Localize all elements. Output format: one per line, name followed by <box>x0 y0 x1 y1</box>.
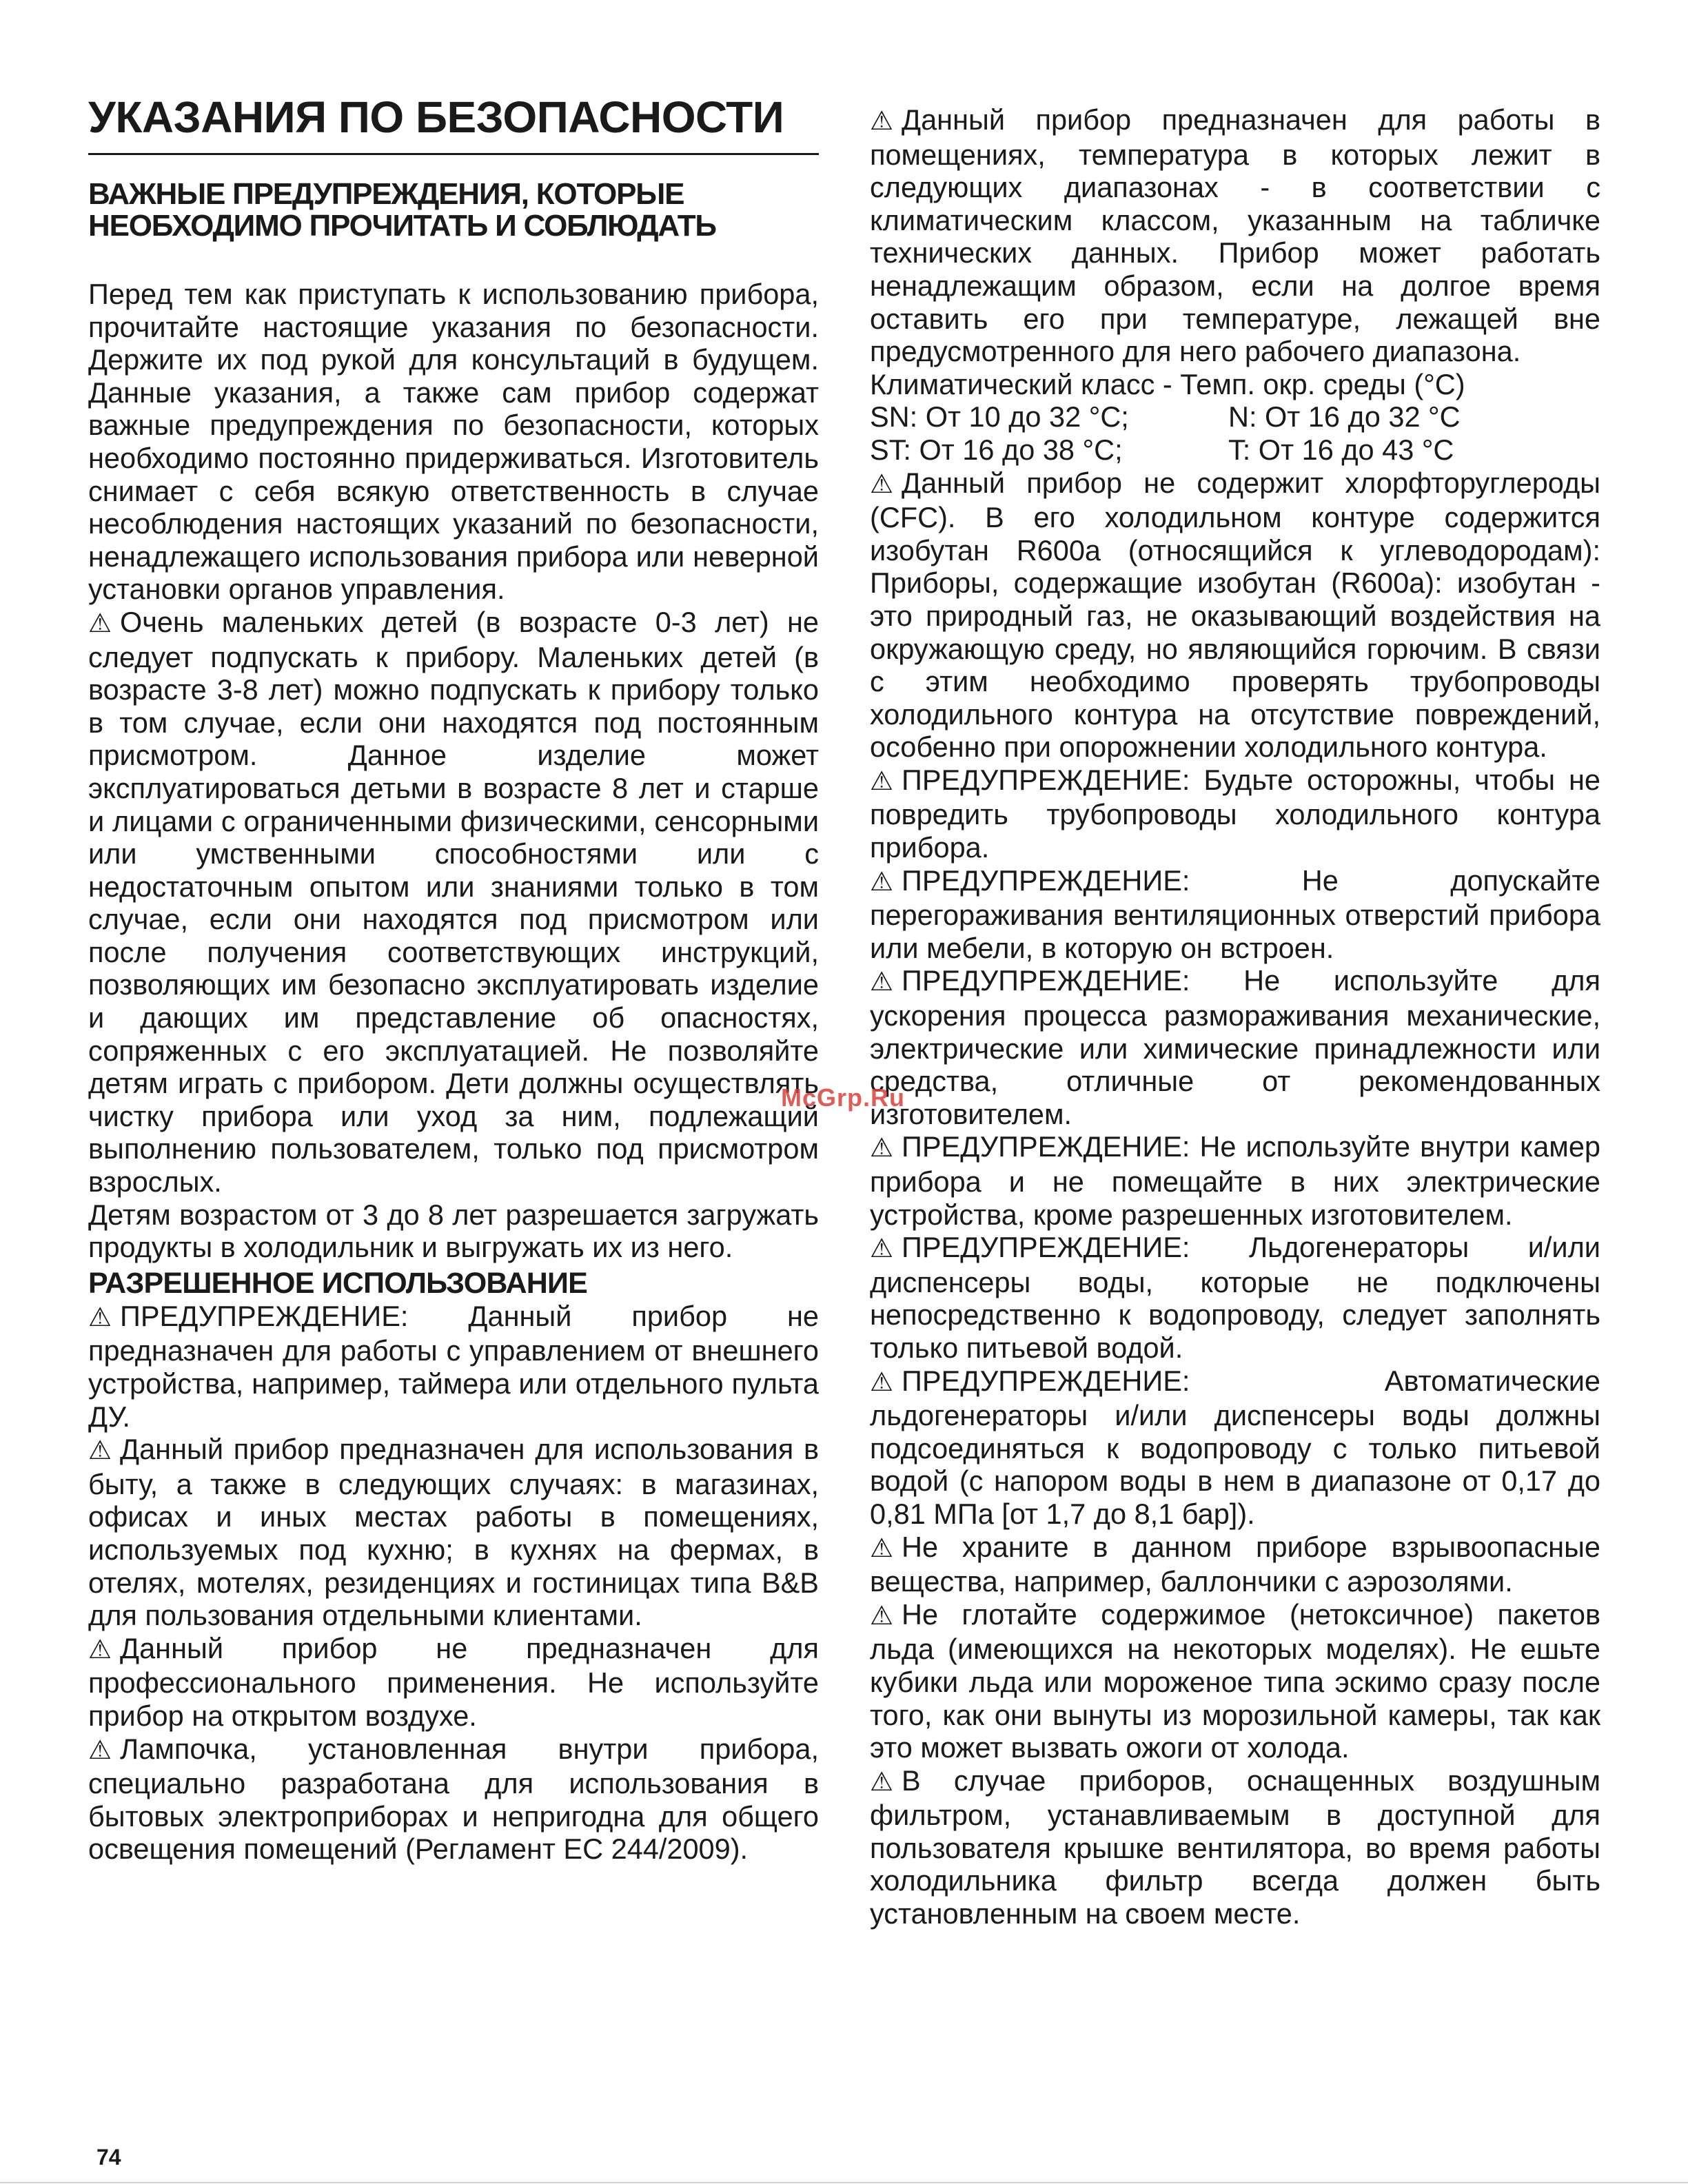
page-title: УКАЗАНИЯ ПО БЕЗОПАСНОСТИ <box>88 91 819 155</box>
warning-electric-devices-paragraph: ⚠ ПРЕДУПРЕЖДЕНИЕ: Не используйте внутри камер прибора и не помещайте в них электрические устройства, кроме разрешенных изготовителем. <box>870 1130 1600 1231</box>
warning-ice-makers-paragraph: ⚠ ПРЕДУПРЕЖДЕНИЕ: Льдогенераторы и/или диспенсеры воды, которые не подключены непосредственно к водопроводу, следует заполнять только питьевой водой. <box>870 1231 1600 1364</box>
warning-icon: ⚠ <box>870 867 894 897</box>
warning-icon: ⚠ <box>870 1767 894 1797</box>
warning-icon: ⚠ <box>870 1134 894 1163</box>
warning-icon: ⚠ <box>88 1303 112 1332</box>
warning-icon: ⚠ <box>870 469 894 499</box>
bottom-divider <box>0 2182 1688 2183</box>
warning-icon: ⚠ <box>88 1635 112 1664</box>
climate-class-sn: SN: От 10 до 32 °C; <box>870 400 1129 433</box>
warning-icon: ⚠ <box>870 968 894 997</box>
climate-class-st: ST: От 16 до 38 °C; <box>870 433 1123 466</box>
climate-class-n: N: От 16 до 32 °C <box>1228 400 1461 433</box>
warning-icon: ⚠ <box>870 107 894 136</box>
warning-icon: ⚠ <box>870 1367 894 1397</box>
page-number: 74 <box>96 2145 121 2170</box>
children-loading-paragraph: Детям возрастом от 3 до 8 лет разрешается загружать продукты в холодильник и выгружать их из него. <box>88 1198 819 1264</box>
permitted-use-paragraph-2: ⚠ Данный прибор предназначен для использования в быту, а также в следующих случаях: в магазинах, офисах и иных местах работы в помещениях, используемых под кухню; в кухнях на фермах, в отелях, мотелях, резиденциях и гостиницах типа B&B для пользования отдельными клиентами. <box>88 1433 819 1632</box>
warning-defrost-paragraph: ⚠ ПРЕДУПРЕЖДЕНИЕ: Не используйте для ускорения процесса размораживания механические, электрические или химические принадлежности или средства, отличные от рекомендованных изготовителем. <box>870 964 1600 1130</box>
warning-icon: ⚠ <box>870 1234 894 1264</box>
page-subtitle: ВАЖНЫЕ ПРЕДУПРЕЖДЕНИЯ, КОТОРЫЕ НЕОБХОДИМО ПРОЧИТАТЬ И СОБЛЮДАТЬ <box>88 177 716 243</box>
warning-icon: ⚠ <box>870 766 894 796</box>
warning-icon: ⚠ <box>870 1533 894 1563</box>
permitted-use-paragraph-3: ⚠ Данный прибор не предназначен для профессионального применения. Не используйте прибор на открытом воздухе. <box>88 1631 819 1732</box>
children-paragraph <box>88 606 819 1198</box>
warning-icon: ⚠ <box>88 1436 112 1466</box>
climate-row <box>870 400 1600 433</box>
left-column <box>88 91 819 1866</box>
refrigerant-paragraph: ⚠ Данный прибор не содержит хлорфторуглероды (CFC). В его холодильном контуре содержится изобутан R600a (относящийся к углеводородам): Приборы, содержащие изобутан (R600a): изобутан - это природный газ, не оказывающий воздействия на окружающую среду, но являющийся горючим. В связи с этим необходимо проверять трубопроводы холодильного контура на отсутствие повреждений, особенно при опорожнении холодильного контура. <box>870 466 1600 764</box>
climate-row <box>870 433 1600 467</box>
temperature-range-paragraph: ⚠ Данный прибор предназначен для работы в помещениях, температура в которых лежит в следующих диапазонах - в соответствии с климатическим классом, указанным на табличке технических данных. Прибор может работать ненадлежащим образом, если на долгое время оставить его при температуре, лежащей вне предусмотренного для него рабочего диапазона. <box>870 103 1600 368</box>
warning-icon: ⚠ <box>870 1601 894 1631</box>
explosives-paragraph: ⚠ Не храните в данном приборе взрывоопасные вещества, например, баллончики с аэрозолями. <box>870 1530 1600 1598</box>
climate-class-header: Климатический класс - Темп. окр. среды (°C) <box>870 367 1465 400</box>
watermark: McGrp.Ru <box>781 1083 906 1112</box>
ice-packs-paragraph: ⚠ Не глотайте содержимое (нетоксичное) пакетов льда (имеющихся на некоторых моделях). Не ешьте кубики льда или мороженое типа эскимо сразу после того, как они вынуты из морозильной камеры, так как это может вызвать ожоги от холода. <box>870 1598 1600 1764</box>
warning-icon: ⚠ <box>88 609 112 638</box>
warning-pipes-paragraph: ⚠ ПРЕДУПРЕЖДЕНИЕ: Будьте осторожны, чтобы не повредить трубопроводы холодильного контура прибора. <box>870 763 1600 864</box>
right-column <box>870 103 1600 1930</box>
warning-ventilation-paragraph: ⚠ ПРЕДУПРЕЖДЕНИЕ: Не допускайте перегораживания вентиляционных отверстий прибора или мебели, в которую он встроен. <box>870 864 1600 964</box>
intro-paragraph: Перед тем как приступать к использованию прибора, прочитайте настоящие указания по безопасности. Держите их под рукой для консультаций в будущем. Данные указания, а также сам прибор содержат важные предупреждения по безопасности, которых необходимо постоянно придерживаться. Изготовитель снимает с себя всякую ответственность в случае несоблюдения настоящих указаний по безопасности, ненадлежащего использования прибора или неверной установки органов управления. <box>88 278 819 606</box>
children-text: Очень маленьких детей (в возрасте 0-3 лет) не следует подпускать к прибору. Маленьких детей (в возрасте 3-8 лет) можно подпускать к прибору только в том случае, если они находятся под постоянным присмотром. Данное изделие может эксплуатироваться детьми в возрасте 8 лет и старше и лицами с ограниченными физическими, сенсорными или умственными способностями или с недостаточным опытом или знаниями только в том случае, если они находятся под присмотром или после получения соответствующих инструкций, позволяющих им безопасно эксплуатировать изделие и дающих им представление об опасностях, сопряженных с его эксплуатацией. Не позволяйте детям играть с прибором. Дети должны осуществлять чистку прибора или уход за ним, подлежащий выполнению пользователем, только под присмотром взрослых. <box>88 605 819 1198</box>
warning-icon: ⚠ <box>88 1735 112 1765</box>
section-title-permitted-use: РАЗРЕШЕННОЕ ИСПОЛЬЗОВАНИЕ <box>88 1266 587 1300</box>
air-filter-paragraph: ⚠ В случае приборов, оснащенных воздушным фильтром, устанавливаемым в доступной для пользователя крышке вентилятора, во время работы холодильника фильтр всегда должен быть установленным на своем месте. <box>870 1764 1600 1930</box>
permitted-use-paragraph-4: ⚠ Лампочка, установленная внутри прибора, специально разработана для использования в бытовых электроприборах и непригодна для общего освещения помещений (Регламент ЕС 244/2009). <box>88 1732 819 1866</box>
warning-auto-ice-makers-paragraph: ⚠ ПРЕДУПРЕЖДЕНИЕ: Автоматические льдогенераторы и/или диспенсеры воды должны подсоединяться к водопроводу с только питьевой водой (с напором воды в нем в диапазоне от 0,17 до 0,81 МПа [от 1,7 до 8,1 бар]). <box>870 1364 1600 1530</box>
climate-class-t: T: От 16 до 43 °C <box>1228 433 1454 466</box>
permitted-use-paragraph-1: ⚠ ПРЕДУПРЕЖДЕНИЕ: Данный прибор не предназначен для работы с управлением от внешнего устройства, например, таймера или отдельного пульта ДУ. <box>88 1299 819 1433</box>
